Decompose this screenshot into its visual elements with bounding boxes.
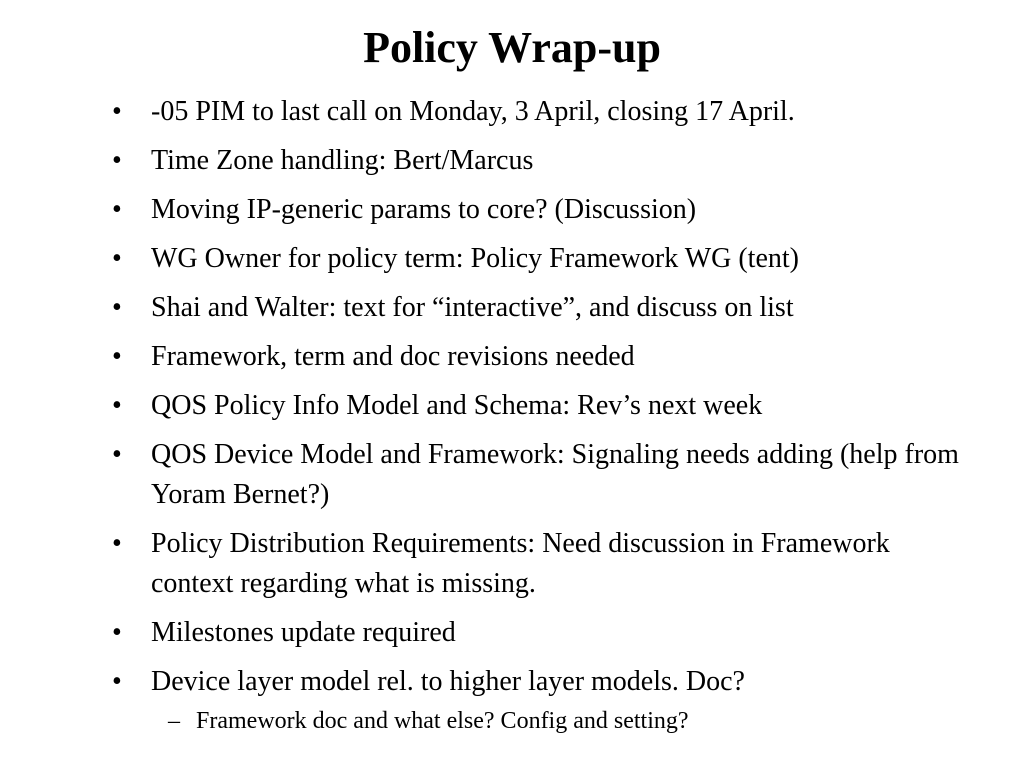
- bullet-item: [0, 92, 1024, 132]
- sub-bullet-item: [0, 705, 1024, 737]
- bullet-marker: •: [112, 617, 122, 648]
- bullet-marker: •: [112, 666, 122, 697]
- bullet-item: [0, 141, 1024, 181]
- bullet-text: QOS Policy Info Model and Schema: Rev’s next week: [151, 390, 763, 421]
- bullet-text: Policy Distribution Requirements: Need discussion in Framework context regarding what is missing.: [151, 528, 890, 599]
- bullet-item: [0, 435, 1024, 515]
- bullet-text: Moving IP-generic params to core? (Discussion): [151, 194, 697, 225]
- bullet-item: [0, 288, 1024, 328]
- bullet-item: [0, 613, 1024, 653]
- bullet-marker: •: [112, 243, 122, 274]
- bullet-item: [0, 337, 1024, 377]
- slide-title: Policy Wrap-up: [363, 23, 661, 72]
- bullet-item: [0, 190, 1024, 230]
- bullet-marker: •: [112, 439, 122, 470]
- bullet-text: QOS Device Model and Framework: Signaling needs adding (help from Yoram Bernet?): [151, 439, 959, 510]
- bullet-text: Device layer model rel. to higher layer models. Doc?: [151, 666, 745, 697]
- bullet-marker: •: [112, 390, 122, 421]
- bullet-marker: •: [112, 96, 122, 127]
- bullet-text: Milestones update required: [151, 617, 456, 648]
- bullet-marker: •: [112, 194, 122, 225]
- bullet-marker: •: [112, 341, 122, 372]
- sub-bullet-marker: –: [168, 708, 180, 734]
- bullet-text: WG Owner for policy term: Policy Framework WG (tent): [151, 243, 799, 274]
- bullet-item: [0, 662, 1024, 702]
- bullet-item: [0, 239, 1024, 279]
- bullet-text: Time Zone handling: Bert/Marcus: [151, 145, 534, 176]
- bullet-marker: •: [112, 145, 122, 176]
- bullet-text: Framework, term and doc revisions needed: [151, 341, 635, 372]
- bullet-text: -05 PIM to last call on Monday, 3 April, closing 17 April.: [151, 96, 795, 127]
- bullet-text: Shai and Walter: text for “interactive”, and discuss on list: [151, 292, 794, 323]
- bullet-list: [0, 92, 1024, 737]
- bullet-item: [0, 524, 1024, 604]
- sub-bullet-text: Framework doc and what else? Config and setting?: [196, 708, 689, 734]
- bullet-item: [0, 386, 1024, 426]
- bullet-marker: •: [112, 528, 122, 559]
- bullet-marker: •: [112, 292, 122, 323]
